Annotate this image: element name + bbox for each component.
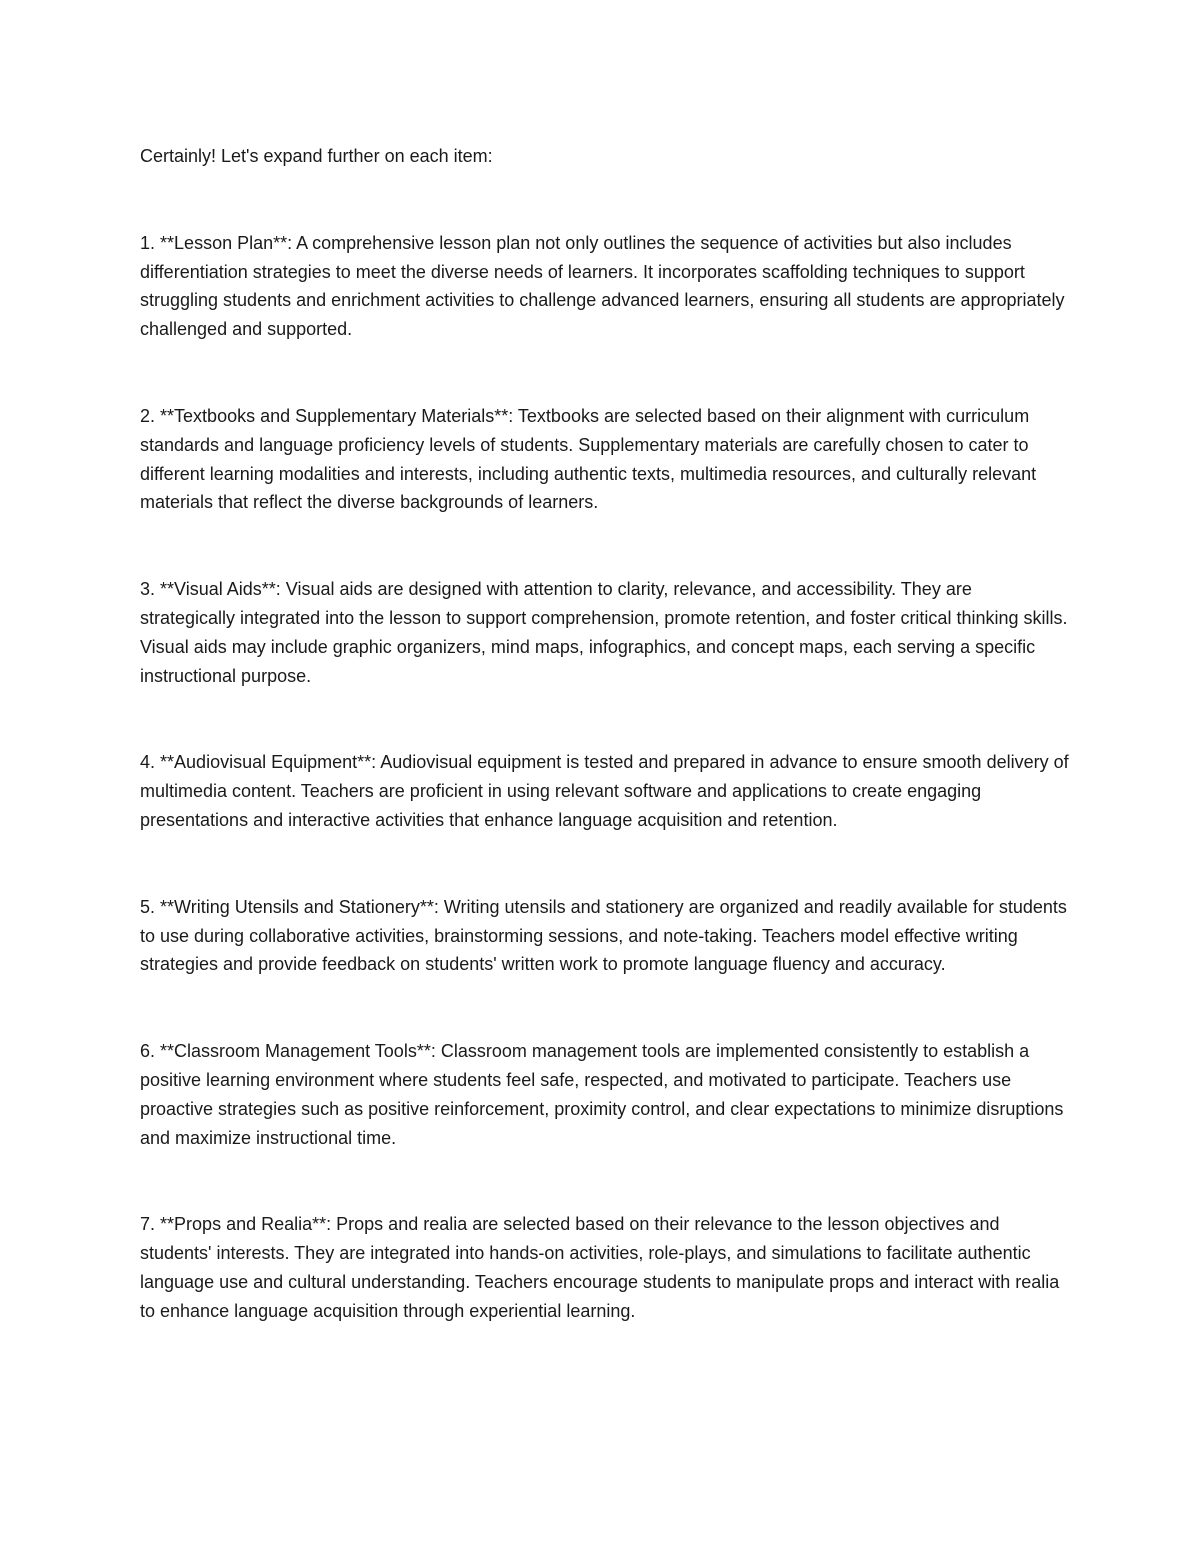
item-number: 6.	[140, 1041, 156, 1062]
list-item	[140, 575, 1070, 690]
list-item-text	[140, 1037, 1070, 1152]
item-body: Audiovisual equipment is tested and prepared in advance to ensure smooth delivery of multimedia content. Teachers are proficient in using relevant software and applications to create engaging presentations and interactive activities that enhance language acquisition and retention.	[140, 752, 1069, 830]
item-title: **Props and Realia**:	[160, 1214, 332, 1235]
item-number: 2.	[140, 405, 156, 426]
item-title: **Visual Aids**:	[160, 579, 281, 600]
item-body: Classroom management tools are implemented consistently to establish a positive learning environment where students feel safe, respected, and motivated to participate. Teachers use proactive strategies such as positive reinforcement, proximity control, and clear expectations to minimize disruptions and maximize instructional time.	[140, 1041, 1064, 1148]
item-number: 5.	[140, 896, 156, 917]
list-item-text	[140, 893, 1070, 979]
item-body: Textbooks are selected based on their alignment with curriculum standards and language proficiency levels of students. Supplementary materials are carefully chosen to cater to different learning modalities and interests, including authentic texts, multimedia resources, and culturally relevant materials that reflect the diverse backgrounds of learners.	[140, 405, 1037, 513]
item-number: 4.	[140, 752, 156, 773]
list-item	[140, 748, 1070, 834]
list-item	[140, 402, 1070, 517]
list-item	[140, 1037, 1070, 1152]
item-title: **Classroom Management Tools**:	[160, 1041, 436, 1062]
item-body: A comprehensive lesson plan not only outlines the sequence of activities but also includes differentiation strategies to meet the diverse needs of learners. It incorporates scaffolding techniques to support struggling students and enrichment activities to challenge advanced learners, ensuring all students are appropriately challenged and supported.	[140, 232, 1065, 340]
item-body: Visual aids are designed with attention to clarity, relevance, and accessibility. They are strategically integrated into the lesson to support comprehension, promote retention, and foster critical thinking skills. Visual aids may include graphic organizers, mind maps, infographics, and concept maps, each serving a specific instructional purpose.	[140, 579, 1068, 686]
list-item	[140, 229, 1070, 344]
list-item-text	[140, 748, 1070, 834]
item-number: 3.	[140, 579, 156, 600]
item-body: Props and realia are selected based on their relevance to the lesson objectives and students' interests. They are integrated into hands-on activities, role-plays, and simulations to facilitate authentic language use and cultural understanding. Teachers encourage students to manipulate props and interact with realia to enhance language acquisition through experiential learning.	[140, 1214, 1060, 1321]
list-item	[140, 893, 1070, 979]
intro-text: Certainly! Let's expand further on each item:	[140, 146, 493, 166]
list-item-text	[140, 229, 1070, 344]
item-body: Writing utensils and stationery are organized and readily available for students to use during collaborative activities, brainstorming sessions, and note-taking. Teachers model effective writing strategies and provide feedback on students' written work to promote language fluency and accuracy.	[140, 896, 1067, 975]
item-title: **Lesson Plan**:	[160, 232, 293, 253]
item-number: 1.	[140, 232, 156, 253]
list-item-text	[140, 402, 1070, 517]
item-title: **Writing Utensils and Stationery**:	[160, 896, 439, 917]
document-body	[140, 142, 1070, 1384]
list-item-text	[140, 575, 1070, 690]
list-item-text	[140, 1210, 1070, 1325]
item-title: **Audiovisual Equipment**:	[160, 752, 377, 773]
item-number: 7.	[140, 1214, 156, 1235]
item-title: **Textbooks and Supplementary Materials**:	[160, 405, 514, 426]
list-item	[140, 1210, 1070, 1325]
